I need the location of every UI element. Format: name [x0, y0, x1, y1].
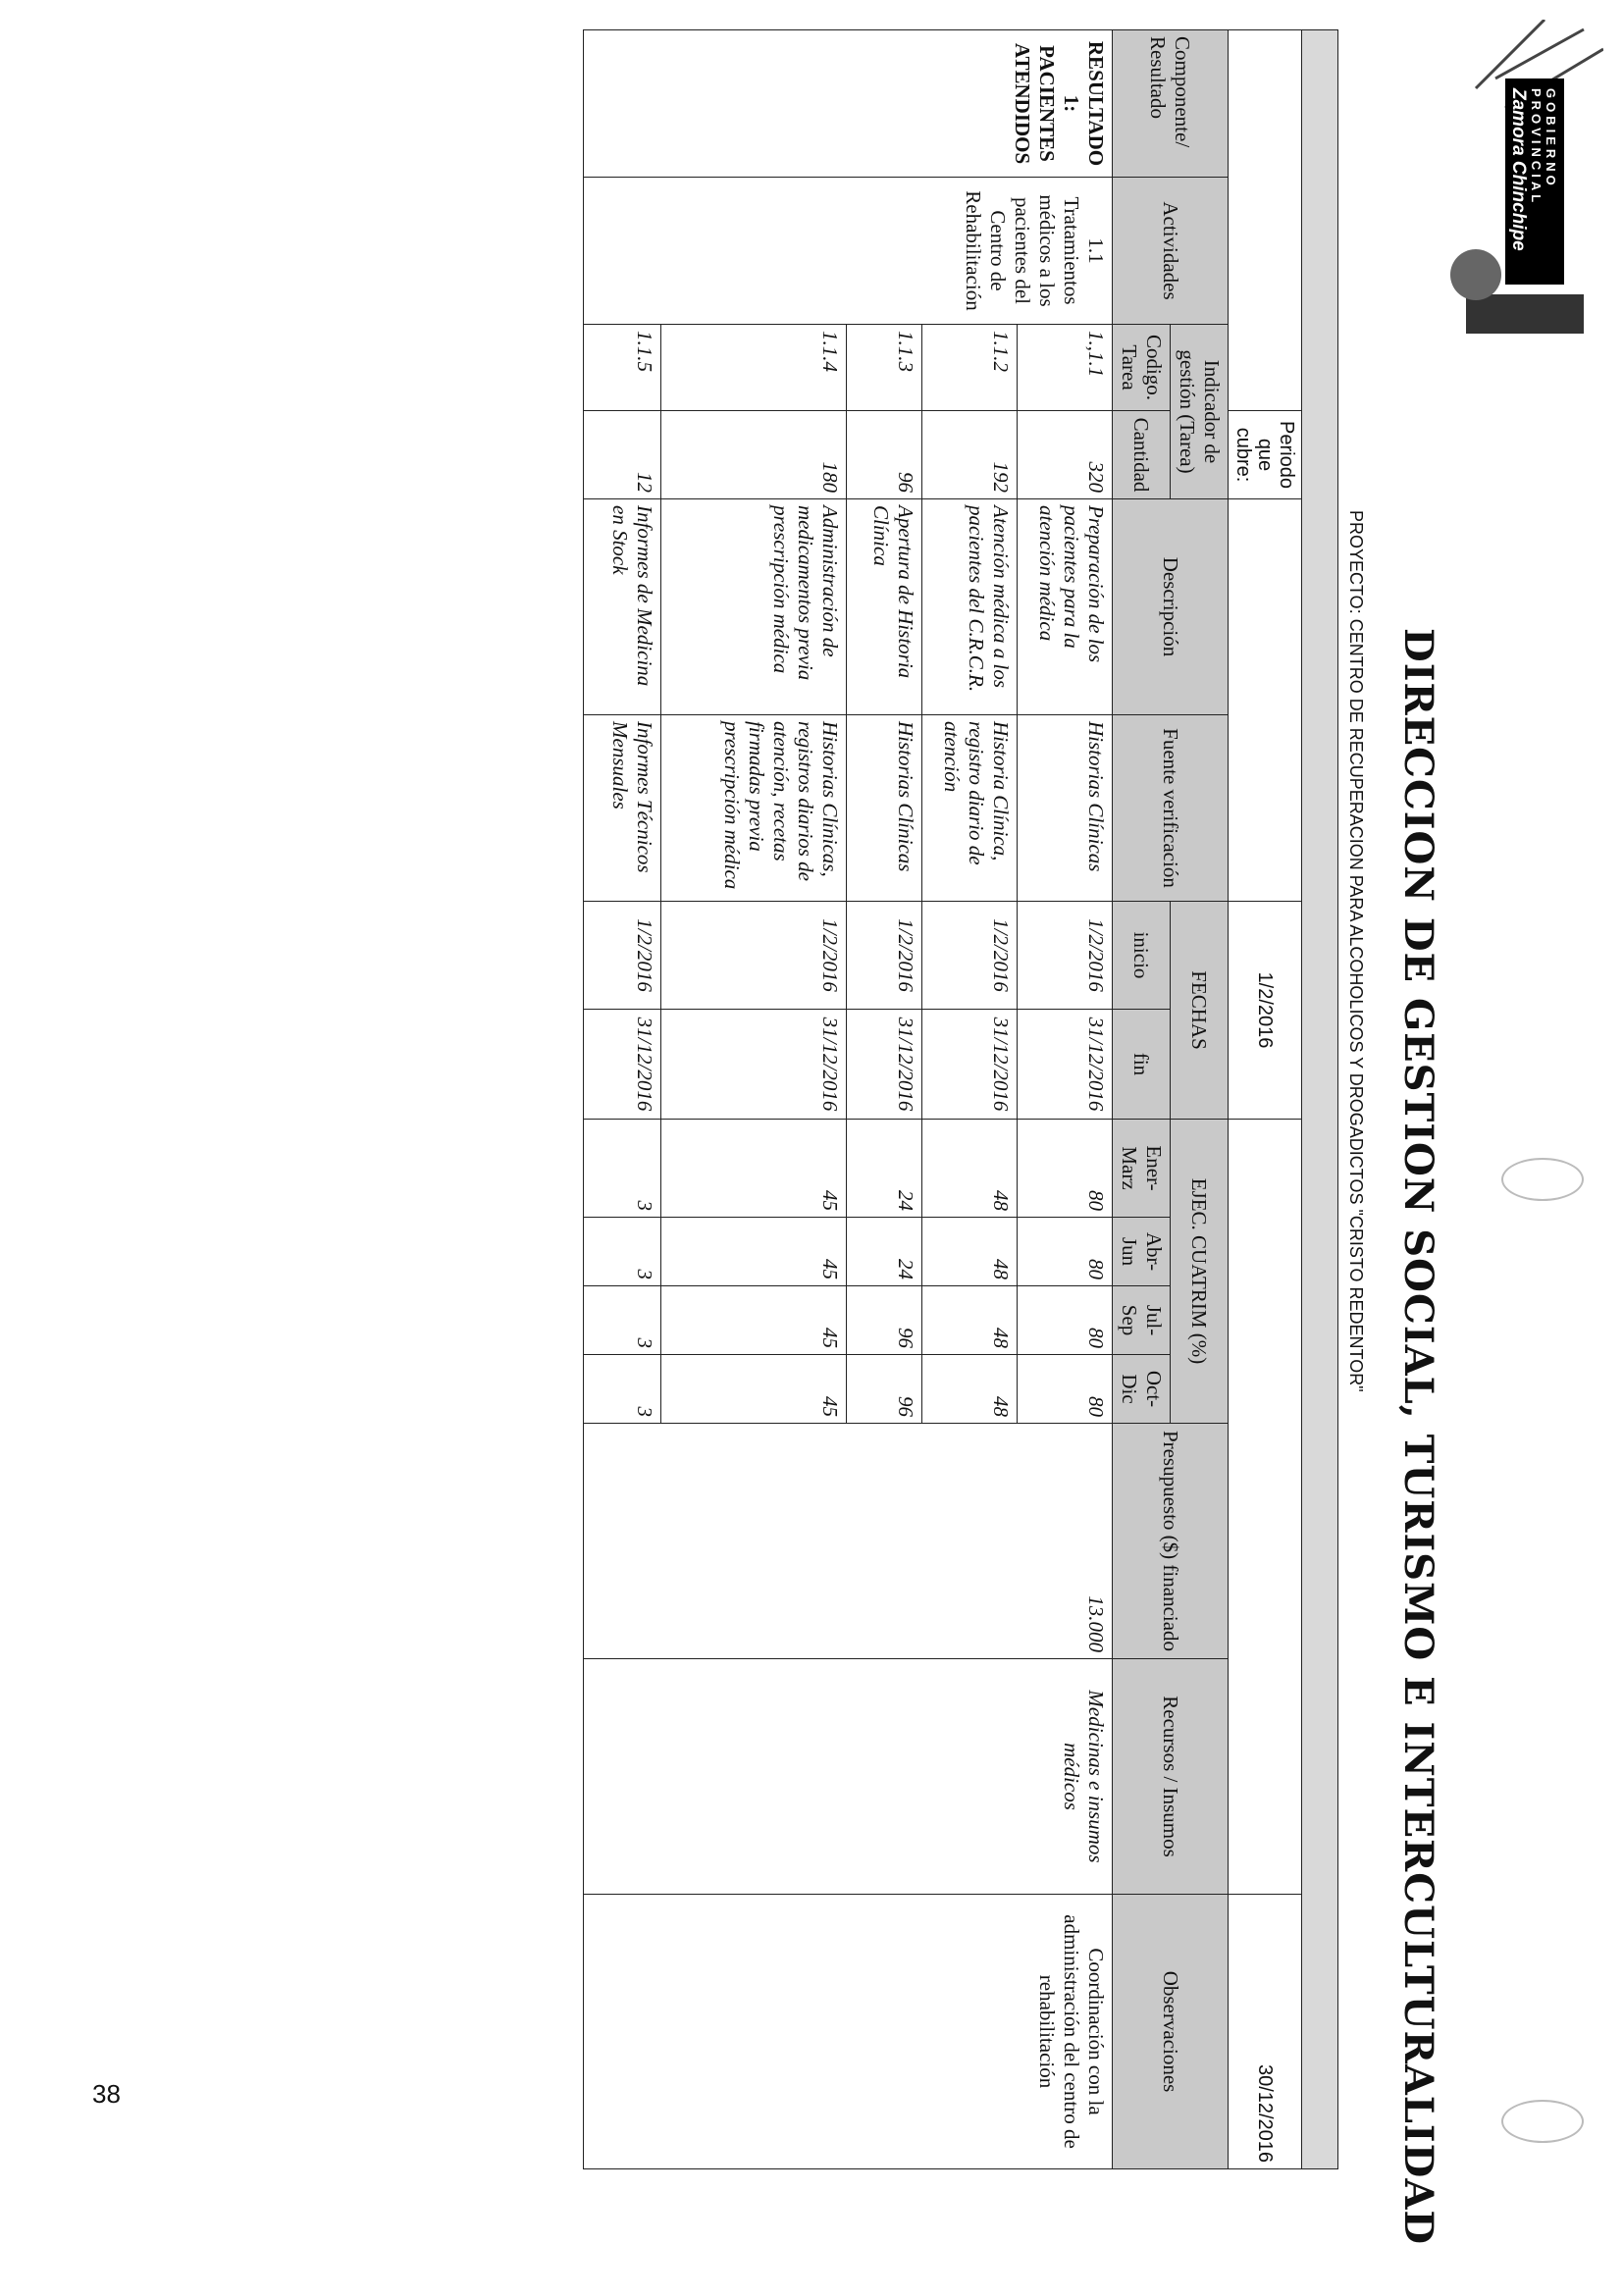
task-q3: 45 — [661, 1286, 847, 1355]
project-title: PROYECTO: CENTRO DE RECUPERACION PARA ALCOHOLICOS Y DROGADICTOS "CRISTO REDENTOR" — [1346, 510, 1366, 1392]
task-q4: 80 — [1018, 1355, 1113, 1424]
logo — [1437, 20, 1603, 343]
col-q4: Oct-Dic — [1113, 1355, 1171, 1424]
observations-cell: Coordinación con la administración del centro de rehabilitación — [584, 1895, 1113, 2169]
page-title: DIRECCION DE GESTION SOCIAL, TURISMO E INTERCULTURALIDAD — [1395, 628, 1441, 2246]
task-q4: 96 — [847, 1355, 922, 1424]
punch-hole-icon — [1501, 1158, 1584, 1201]
task-qty: 192 — [922, 411, 1018, 499]
task-code: 1.1.3 — [847, 325, 922, 411]
col-q3: Jul-Sep — [1113, 1286, 1171, 1355]
task-code: 1.1.4 — [661, 325, 847, 411]
task-code: 1.1.2 — [922, 325, 1018, 411]
task-source: Historias Clínicas — [1018, 715, 1113, 902]
task-qty: 12 — [584, 411, 661, 499]
task-end: 31/12/2016 — [661, 1010, 847, 1120]
budget-cell: 13.000 — [584, 1424, 1113, 1659]
col-presupuesto: Presupuesto ($) financiado — [1113, 1424, 1229, 1659]
period-row — [1229, 30, 1302, 2169]
task-start: 1/2/2016 — [1018, 902, 1113, 1010]
period-bar — [1302, 30, 1338, 2169]
col-q1: Ener-Marz — [1113, 1120, 1171, 1218]
col-inicio: inicio — [1113, 902, 1171, 1010]
col-actividades: Actividades — [1113, 178, 1229, 325]
col-q2: Abr-Jun — [1113, 1218, 1171, 1286]
task-source: Historias Clínicas — [847, 715, 922, 902]
task-qty: 320 — [1018, 411, 1113, 499]
logo-text — [1505, 78, 1564, 285]
period-end: 30/12/2016 — [1229, 1895, 1302, 2169]
task-q2: 48 — [922, 1218, 1018, 1286]
task-q1: 3 — [584, 1120, 661, 1218]
task-q1: 24 — [847, 1120, 922, 1218]
task-end: 31/12/2016 — [584, 1010, 661, 1120]
task-start: 1/2/2016 — [922, 902, 1018, 1010]
management-table — [583, 29, 1338, 2168]
logo-line1: GOBIERNO PROVINCIAL — [1529, 88, 1558, 207]
task-desc: Informes de Medicina en Stock — [584, 499, 661, 715]
task-code: 1.,1.1 — [1018, 325, 1113, 411]
task-start: 1/2/2016 — [661, 902, 847, 1010]
col-fechas: FECHAS — [1171, 902, 1229, 1120]
period-label-2: que cubre: — [1232, 427, 1276, 483]
task-q2: 45 — [661, 1218, 847, 1286]
table-row — [1018, 30, 1113, 2169]
task-q1: 45 — [661, 1120, 847, 1218]
task-start: 1/2/2016 — [584, 902, 661, 1010]
task-qty: 180 — [661, 411, 847, 499]
task-q3: 96 — [847, 1286, 922, 1355]
task-qty: 96 — [847, 411, 922, 499]
col-fin: fin — [1113, 1010, 1171, 1120]
task-q3: 48 — [922, 1286, 1018, 1355]
task-desc: Administración de medicamentos previa prescripción médica — [661, 499, 847, 715]
task-q1: 48 — [922, 1120, 1018, 1218]
task-q3: 3 — [584, 1286, 661, 1355]
punch-hole-icon — [1501, 2100, 1584, 2143]
col-observaciones: Observaciones — [1113, 1895, 1229, 2169]
task-q4: 48 — [922, 1355, 1018, 1424]
task-desc: Preparación de los pacientes para la atención médica — [1018, 499, 1113, 715]
task-q4: 3 — [584, 1355, 661, 1424]
task-q2: 24 — [847, 1218, 922, 1286]
task-q2: 80 — [1018, 1218, 1113, 1286]
task-q4: 45 — [661, 1355, 847, 1424]
component-cell: RESULTADO 1: PACIENTES ATENDIDOS — [584, 30, 1113, 178]
activity-cell: 1.1 Tratamientos médicos a los pacientes del Centro de Rehabilitación — [584, 178, 1113, 325]
page-number — [91, 2080, 122, 2109]
task-q2: 3 — [584, 1218, 661, 1286]
task-q3: 80 — [1018, 1286, 1113, 1355]
col-indicador: Indicador de gestión (Tarea) — [1171, 325, 1229, 499]
task-end: 31/12/2016 — [847, 1010, 922, 1120]
logo-line2: Zamora Chinchipe — [1508, 88, 1529, 251]
task-desc: Atención médica a los pacientes del C.R.C.R. — [922, 499, 1018, 715]
task-source: Historias Clínicas, registros diarios de atención, recetas firmadas previa prescripción médica — [661, 715, 847, 902]
task-end: 31/12/2016 — [922, 1010, 1018, 1120]
task-end: 31/12/2016 — [1018, 1010, 1113, 1120]
header-row-1 — [1171, 30, 1229, 2169]
col-fuente: Fuente verificación — [1113, 715, 1229, 902]
col-descripcion: Descripción — [1113, 499, 1229, 715]
task-start: 1/2/2016 — [847, 902, 922, 1010]
period-label — [1229, 411, 1302, 499]
resources-cell: Medicinas e insumos médicos — [584, 1659, 1113, 1895]
col-cantidad: Cantidad — [1113, 411, 1171, 499]
task-q1: 80 — [1018, 1120, 1113, 1218]
period-label-1: Periodo — [1276, 421, 1297, 489]
task-source: Historia Clínica, registro diario de atención — [922, 715, 1018, 902]
task-source: Informes Técnicos Mensuales — [584, 715, 661, 902]
task-code: 1.1.5 — [584, 325, 661, 411]
period-start: 1/2/2016 — [1229, 902, 1302, 1120]
col-ejec: EJEC. CUATRIM (%) — [1171, 1120, 1229, 1424]
page-number-text: 38 — [92, 2078, 121, 2109]
col-componente: Componente/ Resultado — [1113, 30, 1229, 178]
col-recursos: Recursos / Insumos — [1113, 1659, 1229, 1895]
task-desc: Apertura de Historia Clínica — [847, 499, 922, 715]
col-codigo: Codigo. Tarea — [1113, 325, 1171, 411]
